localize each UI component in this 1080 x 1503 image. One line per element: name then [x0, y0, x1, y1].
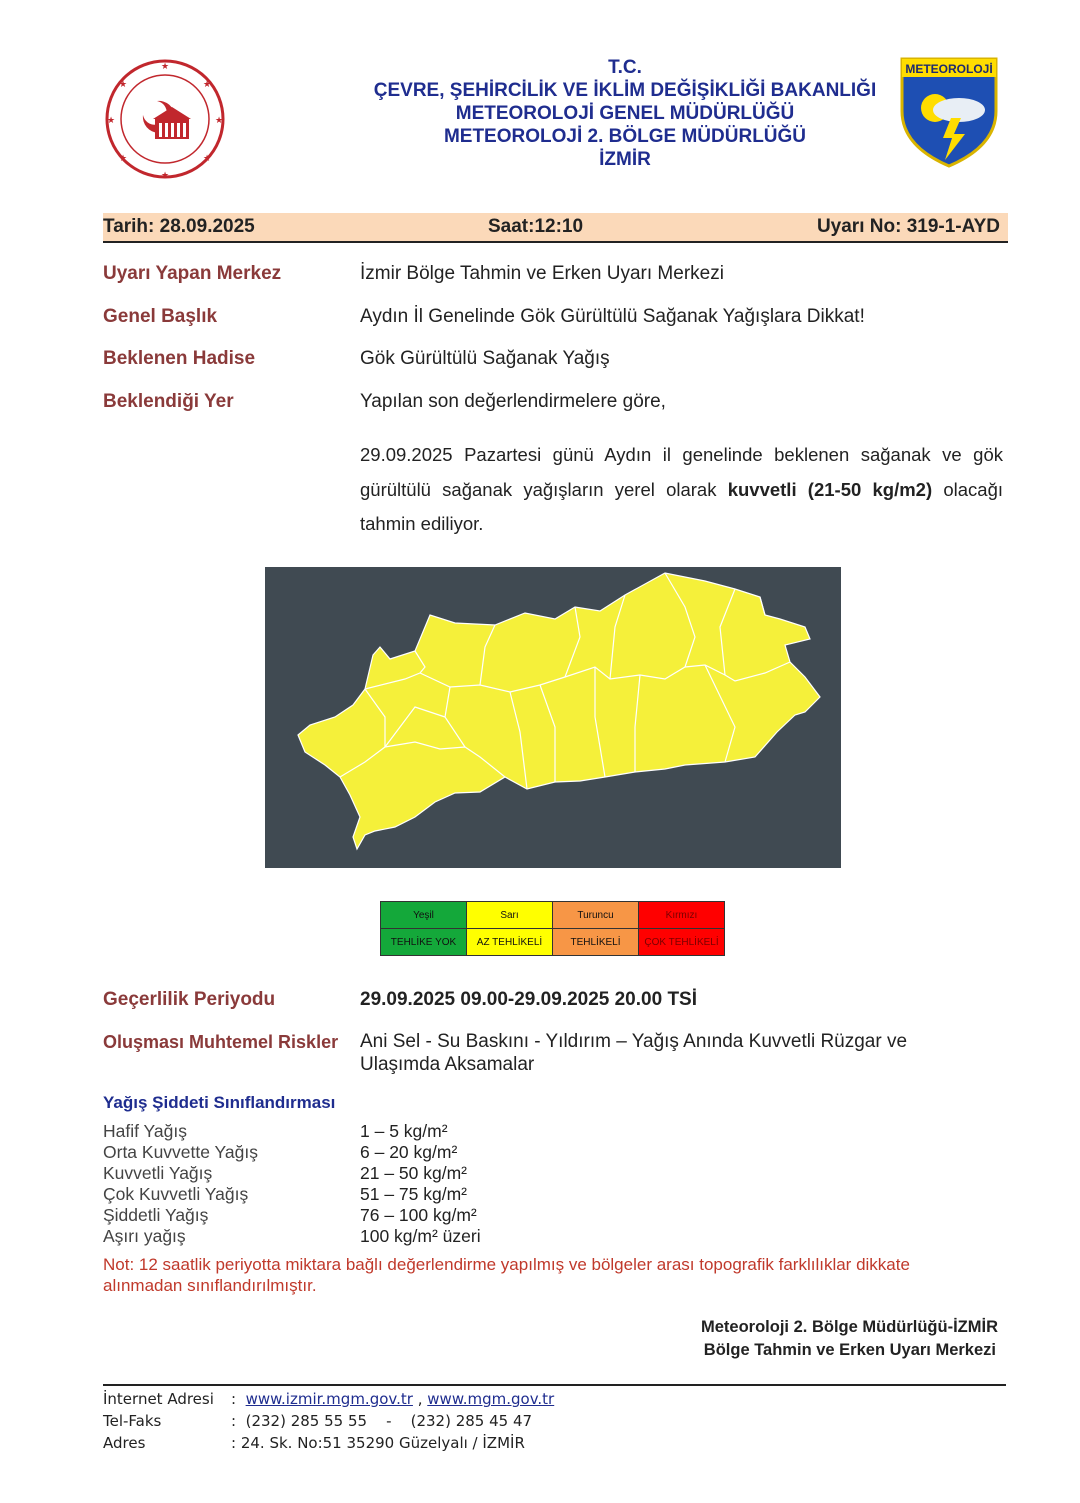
footer-colon: : [231, 1390, 237, 1408]
field-value-center: İzmir Bölge Tahmin ve Erken Uyarı Merkezi [360, 263, 724, 284]
warning-level-legend [380, 901, 725, 956]
legend-red-level: ÇOK TEHLİKELİ [639, 929, 725, 956]
class-value-strong: 21 – 50 kg/m² [360, 1163, 467, 1183]
field-label-event: Beklenen Hadise [103, 348, 256, 369]
class-label-moderate: Orta Kuvvette Yağış [103, 1142, 258, 1162]
svg-text:★: ★ [118, 79, 128, 89]
class-label-light: Hafif Yağış [103, 1121, 187, 1141]
class-value-very-strong: 51 – 75 kg/m² [360, 1184, 467, 1204]
legend-yellow-level: AZ TEHLİKELİ [467, 929, 553, 956]
warning-time: Saat:12:10 [488, 216, 584, 237]
class-value-severe: 76 – 100 kg/m² [360, 1205, 477, 1225]
classification-title: Yağış Şiddeti Sınıflandırması [103, 1093, 336, 1112]
classification-note-line1: Not: 12 saatlik periyotta miktara bağlı değerlendirme yapılmış ve bölgeler arası topografik farklılıklar dikkate [103, 1255, 910, 1274]
svg-text:★: ★ [202, 153, 212, 163]
field-label-center: Uyarı Yapan Merkez [103, 263, 282, 284]
forecast-description-bold: kuvvetli (21-50 kg/m2) [727, 478, 933, 500]
meteoroloji-logo [899, 56, 999, 168]
class-label-strong: Kuvvetli Yağış [103, 1163, 213, 1183]
svg-text:★: ★ [160, 170, 170, 180]
svg-text:★: ★ [214, 115, 224, 125]
footer-link-mgm[interactable]: www.mgm.gov.tr [427, 1390, 555, 1408]
classification-note-line2: alınmadan sınıflandırılmıştır. [103, 1276, 317, 1295]
field-value-location: Yapılan son değerlendirmelere göre, [360, 391, 666, 412]
footer-internet-value [231, 1390, 554, 1408]
class-value-light: 1 – 5 kg/m² [360, 1121, 448, 1141]
legend-green-name: Yeşil [381, 902, 467, 929]
ministry-seal-logo [103, 57, 227, 181]
warning-info-bar [103, 213, 1008, 243]
legend-red-name: Kırmızı [639, 902, 725, 929]
warning-number: Uyarı No: 319-1-AYD [816, 216, 1000, 237]
signature-line2: Bölge Tahmin ve Erken Uyarı Merkezi [703, 1341, 996, 1359]
footer-address-label: Adres [103, 1434, 146, 1452]
class-value-moderate: 6 – 20 kg/m² [360, 1142, 458, 1162]
footer-link-separator: , [417, 1390, 423, 1408]
class-value-extreme: 100 kg/m² üzeri [360, 1226, 481, 1246]
footer-divider [103, 1384, 1006, 1386]
risks-label: Oluşması Muhtemel Riskler [103, 1032, 339, 1052]
class-label-very-strong: Çok Kuvvetli Yağış [103, 1184, 249, 1204]
field-label-location: Beklendiği Yer [103, 391, 234, 412]
svg-text:★: ★ [106, 115, 116, 125]
forecast-description-part2: olacağı tahmin ediliyor. [360, 478, 1003, 534]
warning-map [265, 567, 841, 868]
validity-label: Geçerlilik Periyodu [103, 989, 276, 1010]
field-value-title: Aydın İl Genelinde Gök Gürültülü Sağanak Yağışlara Dikkat! [360, 306, 865, 327]
header-regional-directorate: METEOROLOJİ 2. BÖLGE MÜDÜRLÜĞÜ [443, 126, 807, 147]
validity-value: 29.09.2025 09.00-29.09.2025 20.00 TSİ [360, 989, 697, 1010]
header-ministry: ÇEVRE, ŞEHİRCİLİK VE İKLİM DEĞİŞİKLİĞİ BAKANLIĞI [373, 80, 877, 101]
footer-telfax-value: : (232) 285 55 55 - (232) 285 45 47 [231, 1412, 533, 1430]
svg-text:★: ★ [118, 153, 128, 163]
warning-date: Tarih: 28.09.2025 [103, 216, 255, 237]
header-line-tc: T.C. [608, 57, 642, 78]
field-label-title: Genel Başlık [103, 306, 218, 327]
header-city: İZMİR [599, 149, 651, 170]
field-value-event: Gök Gürültülü Sağanak Yağış [360, 348, 610, 369]
meteoroloji-logo-text: METEOROLOJİ [905, 62, 993, 76]
legend-orange-name: Turuncu [553, 902, 639, 929]
svg-text:★: ★ [202, 79, 212, 89]
risks-line2: Ulaşımda Aksamalar [360, 1054, 535, 1075]
legend-orange-level: TEHLİKELİ [553, 929, 639, 956]
header-directorate: METEOROLOJİ GENEL MÜDÜRLÜĞÜ [455, 103, 795, 124]
forecast-description-part1: 29.09.2025 Pazartesi günü Aydın il genelinde beklenen sağanak ve gök gürültülü sağanak yağışların yerel olarak [360, 444, 1003, 500]
class-label-severe: Şiddetli Yağış [103, 1205, 209, 1225]
footer-link-izmir[interactable]: www.izmir.mgm.gov.tr [245, 1390, 413, 1408]
risks-line1: Ani Sel - Su Baskını - Yıldırım – Yağış Anında Kuvvetli Rüzgar ve [360, 1031, 908, 1052]
legend-yellow-name: Sarı [467, 902, 553, 929]
forecast-description [360, 438, 1003, 542]
signature-line1: Meteoroloji 2. Bölge Müdürlüğü-İZMİR [701, 1318, 998, 1336]
footer-address-value: : 24. Sk. No:51 35290 Güzelyalı / İZMİR [231, 1434, 525, 1452]
legend-green-level: TEHLİKE YOK [381, 929, 467, 956]
class-label-extreme: Aşırı yağış [103, 1226, 186, 1246]
footer-internet-label: İnternet Adresi [103, 1390, 214, 1408]
footer-telfax-label: Tel-Faks [103, 1412, 162, 1430]
svg-text:★: ★ [160, 61, 170, 71]
